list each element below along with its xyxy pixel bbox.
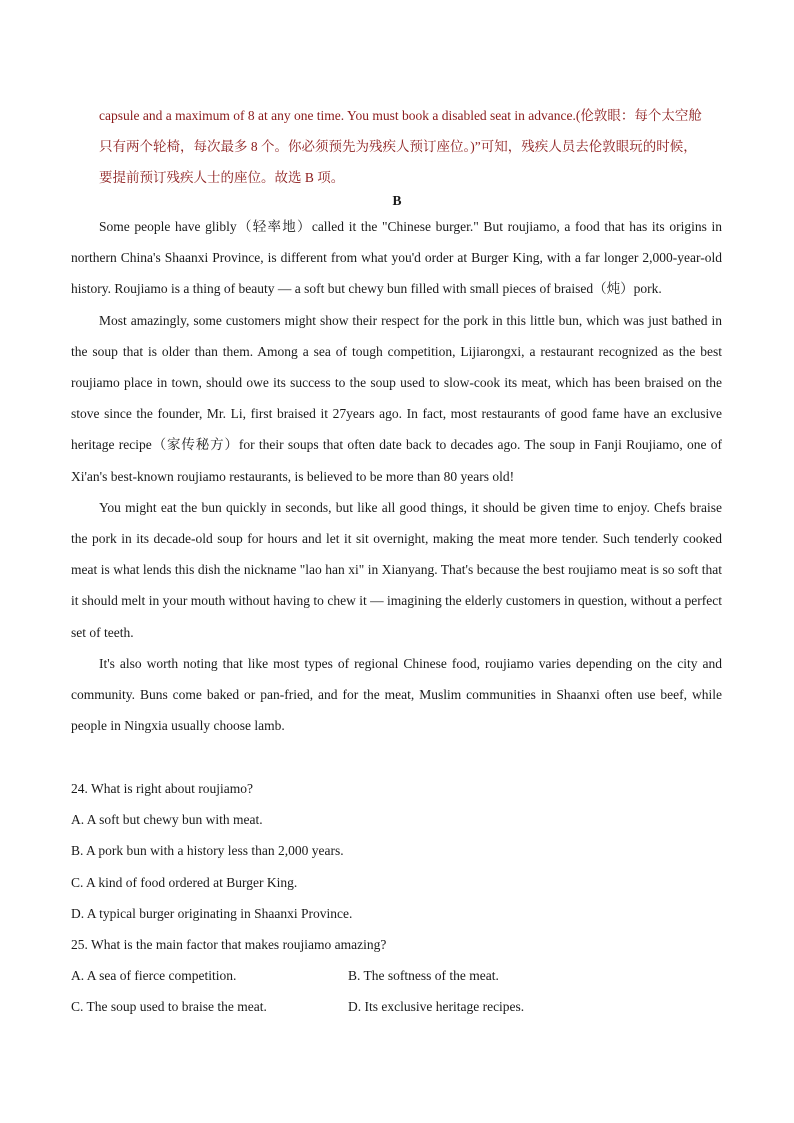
option-row bbox=[71, 991, 722, 1022]
answer-explanation bbox=[99, 100, 725, 193]
answer-line-2: 只有两个轮椅，每次最多 8 个。你必须预先为残疾人预订座位。)”可知，残疾人员去伦敦眼玩的时候， bbox=[99, 139, 697, 154]
question-25 bbox=[71, 929, 722, 1023]
answer-line-1: capsule and a maximum of 8 at any one time. You must book a disabled seat in advance.(伦敦眼：每个太空舱 bbox=[99, 108, 702, 123]
option-a: A. A sea of fierce competition. bbox=[71, 968, 237, 984]
option-a: A. A soft but chewy bun with meat. bbox=[71, 812, 263, 828]
question-24 bbox=[71, 773, 722, 929]
option-b: B. The softness of the meat. bbox=[348, 968, 499, 984]
option-c: C. The soup used to braise the meat. bbox=[71, 999, 267, 1015]
answer-line-3: 要提前预订残疾人士的座位。故选 B 项。 bbox=[99, 170, 345, 185]
question-stem: 24. What is right about roujiamo? bbox=[71, 781, 253, 796]
section-title: B bbox=[392, 193, 402, 208]
option-b: B. A pork bun with a history less than 2,000 years. bbox=[71, 843, 344, 859]
question-list bbox=[71, 773, 722, 1023]
question-stem: 25. What is the main factor that makes roujiamo amazing? bbox=[71, 937, 387, 953]
reading-passage bbox=[71, 211, 722, 741]
option-c: C. A kind of food ordered at Burger King. bbox=[71, 874, 298, 890]
passage-paragraph-1: Some people have glibly（轻率地）called it the "Chinese burger." But roujiamo, a food that has its origins in northern China's Shaanxi Province, is different from what you'd order at Burger King, with a far longer 2,000-year-old history. Roujiamo is a thing of beauty — a soft but chewy bun filled with small pieces of braised（炖）pork. bbox=[71, 219, 722, 297]
option-d: D. Its exclusive heritage recipes. bbox=[348, 999, 525, 1015]
passage-paragraph-2: Most amazingly, some customers might show their respect for the pork in this little bun, which was just bathed in the soup that is older than them. Among a sea of tough competition, Lijiarongxi, a restaurant recognized as the best roujiamo place in town, should owe its success to the soup used to slow-cook its meat, which has been braised on the stove since the founder, Mr. Li, first braised it 27years ago. In fact, most restaurants of good fame have an exclusive heritage recipe（家传秘方）for their soups that often date back to decades ago. The soup in Fanji Roujiamo, one of Xi'an's best-known roujiamo restaurants, is believed to be more than 80 years old! bbox=[71, 312, 722, 484]
option-d: D. A typical burger originating in Shaanxi Province. bbox=[71, 905, 353, 921]
passage-paragraph-4: It's also worth noting that like most types of regional Chinese food, roujiamo varies depending on the city and community. Buns come baked or pan-fried, and for the meat, Muslim communities in Shaanxi often use beef, while people in Ningxia usually choose lamb. bbox=[71, 655, 722, 734]
option-row bbox=[71, 960, 722, 991]
passage-paragraph-3: You might eat the bun quickly in seconds, but like all good things, it should be given time to enjoy. Chefs braise the pork in its decade-old soup for hours and let it sit overnight, making the meat more tender. Such tenderly cooked meat is what lends this dish the nickname "lao han xi" in Xianyang. That's because the best roujiamo meat is so soft that it should melt in your mouth without having to chew it — imagining the elderly customers in question, without a perfect set of teeth. bbox=[71, 499, 722, 640]
